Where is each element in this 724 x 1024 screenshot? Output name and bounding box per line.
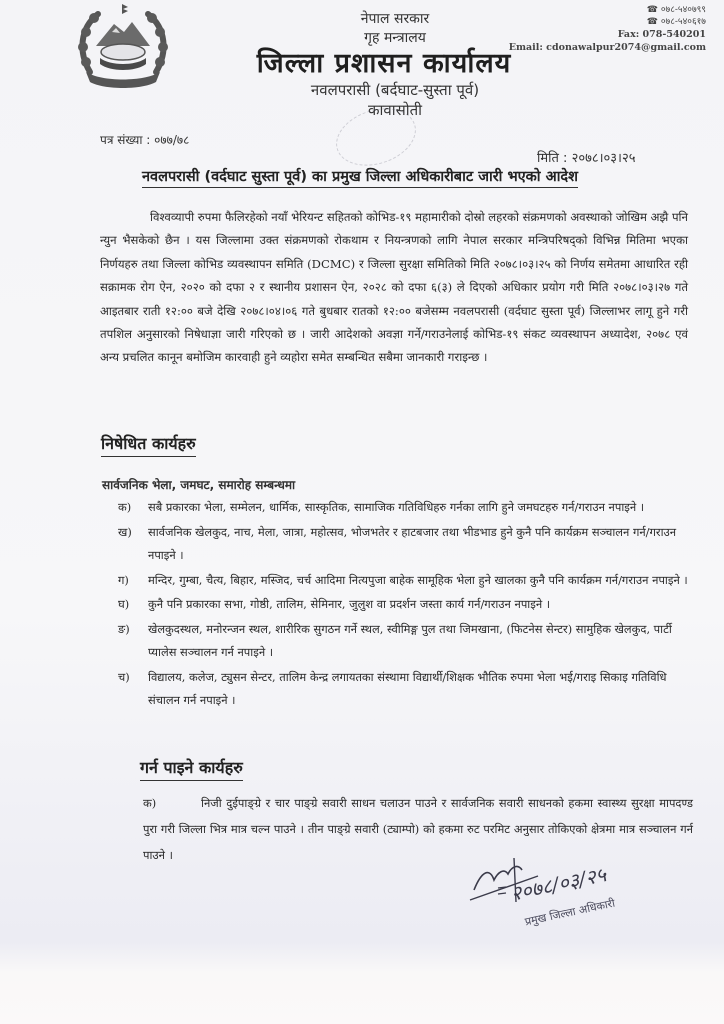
- list-item: [118, 496, 692, 520]
- allowed-heading: गर्न पाइने कार्यहरु: [140, 756, 243, 781]
- government-name: नेपाल सरकार: [360, 11, 430, 27]
- reference-number: पत्र संख्या : ०७७/७८: [100, 133, 190, 147]
- phone-line-1: [509, 4, 706, 16]
- district-name: नवलपरासी (बर्दघाट-सुस्ता पूर्व): [310, 81, 480, 99]
- letterhead: [230, 10, 520, 120]
- list-item-text: विद्यालय, कलेज, ट्युसन सेन्टर, तालिम केन्द्र लगायतका संस्थामा विद्यार्थी/शिक्षक भौतिक रुपमा भेला भई/गराइ सिकाइ गतिविधि संचालन गर्न नपाइने ।: [148, 669, 667, 707]
- prohibited-list: [118, 496, 692, 714]
- list-marker: क): [143, 796, 157, 810]
- prohibited-subheading: सार्वजनिक भेला, जमघट, समारोह सम्बन्धमा: [102, 478, 296, 492]
- body-paragraph: विश्वव्यापी रुपमा फैलिरहेको नयाँ भेरियन्ट सहितको कोभिड-१९ महामारीको दोस्रो लहरको संक्रमणको अवस्थाको जोखिम अझै पनि न्युन भैसकेको छैन । यस जिल्लामा उक्त संक्रमणको रोकथाम र नियन्त्रणको लागि नेपाल सरकार मन्त्रिपरिषद्को विभिन्न मितिमा भएका निर्णयहरु तथा जिल्ला कोभिड व्यवस्थापन समिति (DCMC) र जिल्ला सुरक्षा समितिको मिति २०७८।०३।२५ को निर्णय समेतमा आधारित रही सक्रामक रोग ऐन, २०२० को दफा २ र स्थानीय प्रशासन ऐन, २०२८ को दफा ६(३) ले दिएको अधिकार प्रयोग गरी मिति २०७८।०३।२७ गते आइतबार राती १२:०० बजे देखि २०७८।०४।०६ गते बुधबार रातको १२:०० बजेसम्म नवलपरासी (वर्दघाट सुस्ता पूर्व) जिल्लाभर लागू हुने गरी तपशिल अनुसारको निषेधाज्ञा जारी गरिएको छ । जारी आदेशको अवज्ञा गर्ने/गराउनेलाई कोभिड-१९ संकट व्यवस्थापन अध्यादेश, २०७८ एवं अन्य प्रचलित कानून बमोजिम कारवाही हुने व्यहोरा समेत सम्बन्धित सबैमा जानकारी गराइन्छ ।: [100, 210, 688, 365]
- signature-date: २०७८/०३/२५: [508, 862, 609, 906]
- telephone-icon: ☎: [646, 5, 658, 15]
- list-item: [118, 521, 692, 568]
- list-item: [118, 569, 692, 593]
- fax-number: Fax: 078-540201: [617, 29, 706, 40]
- phone-number-2: ०७८-५४०६१७: [660, 17, 706, 27]
- contact-block: [509, 4, 706, 54]
- signatory-title: प्रमुख जिल्ला अधिकारी: [523, 896, 617, 929]
- list-marker: घ): [118, 597, 130, 611]
- list-marker: क): [118, 500, 132, 514]
- email-address: Email: cdonawalpur2074@gmail.com: [508, 42, 706, 53]
- list-item: [118, 618, 692, 665]
- list-item-text: खेलकुदस्थल, मनोरन्जन स्थल, शारीरिक सुगठन गर्ने स्थल, स्वीमिङ्ग पुल तथा जिमखाना, (फिटनेस सेन्टर) सामुहिक खेलकुद, पार्टी प्यालेस सञ्चालन गर्न नपाइने ।: [148, 621, 672, 659]
- document-date: मिति : २०७८।०३।२५: [537, 151, 636, 166]
- city-name: कावासोती: [367, 101, 423, 119]
- office-name: जिल्ला प्रशासन कार्यालय: [256, 48, 512, 79]
- list-marker: ङ): [118, 621, 130, 636]
- list-item-text: सार्वजनिक खेलकुद, नाच, मेला, जात्रा, महोत्सव, भोजभतेर र हाटबजार तथा भीडभाड हुने कुनै पनि कार्यक्रम सञ्चालन गर्न/गराउन नपाइने ।: [148, 524, 677, 562]
- ministry-name: गृह मन्त्रालय: [364, 30, 426, 46]
- list-item-text: निजी दुईपाङ्ग्रे र चार पाङ्ग्रे सवारी साधन चलाउन पाउने र सार्वजनिक सवारी साधनको हकमा स्वास्थ्य सुरक्षा मापदण्ड पुरा गरी जिल्ला भित्र मात्र चल्न पाउने । तीन पाङ्ग्रे सवारी (ट्याम्पो) को हकमा रुट परमिट अनुसार तोकिएको क्षेत्रमा मात्र सञ्चालन गर्न पाउने ।: [143, 796, 693, 862]
- phone-number-1: ०७८-५४०७९९: [660, 5, 706, 15]
- list-item-text: सबै प्रकारका भेला, सम्मेलन, धार्मिक, सास्कृतिक, सामाजिक गतिविधिहरु गर्नका लागि हुने जमघटहरु गर्न/गराउन नपाइने ।: [148, 500, 645, 514]
- telephone-icon: ☎: [646, 17, 658, 27]
- phone-line-2: [509, 16, 706, 28]
- document-subject: नवलपरासी (वर्दघाट सुस्ता पूर्व) का प्रमुख जिल्ला अधिकारीबाट जारी भएको आदेश: [142, 166, 578, 188]
- list-item-text: कुनै पनि प्रकारका सभा, गोष्ठी, तालिम, सेमिनार, जुलुश वा प्रदर्शन जस्ता कार्य गर्न/गराउन नपाइने ।: [148, 597, 551, 611]
- list-item-text: मन्दिर, गुम्बा, चैत्य, बिहार, मस्जिद, चर्च आदिमा नित्यपुजा बाहेक सामूहिक भेला हुने खालका कुनै पनि कार्यक्रम गर्न/गराउन नपाइने ।: [148, 572, 688, 587]
- list-item: [118, 593, 692, 617]
- list-marker: च): [118, 669, 130, 684]
- nepal-emblem-icon: [72, 2, 174, 90]
- list-marker: ख): [118, 524, 132, 539]
- list-item: [118, 666, 692, 713]
- prohibited-heading: निषेधित कार्यहरु: [101, 432, 196, 457]
- signature-scribble-icon: [468, 850, 668, 950]
- list-marker: ग): [118, 572, 129, 587]
